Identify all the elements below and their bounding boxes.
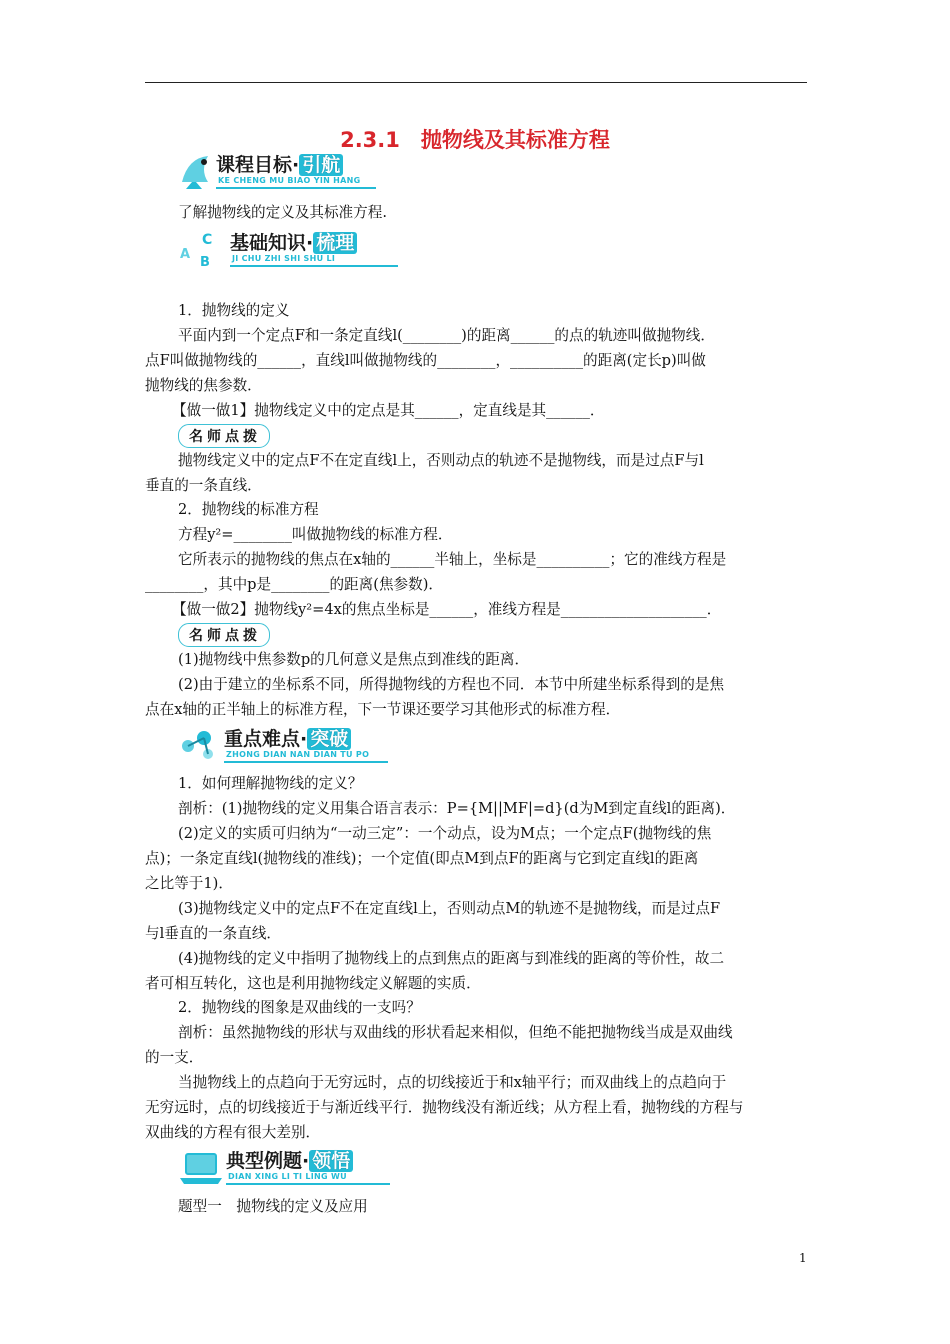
svg-text:C: C bbox=[202, 232, 213, 248]
svg-text:B: B bbox=[200, 255, 210, 268]
section2-heading: 2．抛物线的标准方程 bbox=[178, 501, 319, 518]
banner-underline bbox=[224, 761, 388, 763]
abc-blocks-icon bbox=[178, 230, 226, 268]
paragraph-line: 点)；一条定直线l(抛物线的准线)；一个定值(即点M到点F的距离与它到定直线l的距离 bbox=[145, 850, 699, 867]
example-type-heading: 题型一 抛物线的定义及应用 bbox=[178, 1198, 368, 1215]
laptop-icon bbox=[178, 1148, 226, 1186]
paragraph-line: 当抛物线上的点趋向于无穷远时，点的切线接近于和x轴平行；而双曲线上的点趋向于 bbox=[178, 1074, 727, 1091]
section1-heading: 1．抛物线的定义 bbox=[178, 302, 290, 319]
paragraph-line: ________，其中p是________的距离(焦参数)． bbox=[145, 576, 444, 593]
banner-pinyin: JI CHU ZHI SHI SHU LI bbox=[232, 254, 336, 263]
try-it-1: 【做一做1】抛物线定义中的定点是其______，定直线是其______． bbox=[172, 402, 605, 419]
paragraph-line: 无穷远时，点的切线接近于与渐近线平行．抛物线没有渐近线；从方程上看，抛物线的方程与 bbox=[145, 1099, 744, 1116]
paragraph-line: 与l垂直的一条直线． bbox=[145, 925, 282, 942]
paragraph-line: (2)定义的实质可归纳为“一动三定”：一个动点，设为M点；一个定点F(抛物线的焦 bbox=[178, 825, 712, 842]
key-question-2: 2．抛物线的图象是双曲线的一支吗？ bbox=[178, 999, 421, 1016]
paragraph-line: 抛物线定义中的定点F不在定直线l上，否则动点的轨迹不是抛物线，而是过点F与l bbox=[178, 452, 704, 469]
paragraph-line: 双曲线的方程有很大差别． bbox=[145, 1124, 321, 1141]
tip-badge: 名师点拨 bbox=[178, 424, 270, 448]
banner-pinyin: ZHONG DIAN NAN DIAN TU PO bbox=[226, 750, 370, 759]
page-number: 1 bbox=[799, 1251, 807, 1265]
paragraph-line: 之比等于1)． bbox=[145, 875, 233, 892]
paragraph-line: 的一支． bbox=[145, 1049, 204, 1066]
banner-underline bbox=[226, 1183, 390, 1185]
banner-pinyin: KE CHENG MU BIAO YIN HANG bbox=[218, 176, 361, 185]
paragraph-line: 者可相互转化，这也是利用抛物线定义解题的实质． bbox=[145, 975, 481, 992]
try-it-2: 【做一做2】抛物线y²=4x的焦点坐标是______，准线方程是____________________． bbox=[172, 601, 722, 618]
paragraph-line: (1)抛物线中焦参数p的几何意义是焦点到准线的距离． bbox=[178, 651, 530, 668]
header-rule bbox=[145, 82, 807, 83]
goal-text: 了解抛物线的定义及其标准方程. bbox=[178, 204, 387, 221]
banner-heading: 典型例题· 领悟 bbox=[226, 1146, 353, 1173]
paragraph-line: 它所表示的抛物线的焦点在x轴的______半轴上，坐标是__________；它的准线方程是 bbox=[178, 551, 727, 568]
svg-text:A: A bbox=[180, 247, 191, 262]
paragraph-line: 点在x轴的正半轴上的标准方程，下一节课还要学习其他形式的标准方程． bbox=[145, 701, 621, 718]
paragraph-line: 方程y²=________叫做抛物线的标准方程． bbox=[178, 526, 453, 543]
paragraph-line: 剖析：虽然抛物线的形状与双曲线的形状看起来相似，但绝不能把抛物线当成是双曲线 bbox=[178, 1024, 733, 1041]
paragraph-line: (3)抛物线定义中的定点F不在定直线l上，否则动点M的轨迹不是抛物线，而是过点F bbox=[178, 900, 721, 917]
paragraph-line: (2)由于建立的坐标系不同，所得抛物线的方程也不同．本节中所建坐标系得到的是焦 bbox=[178, 676, 725, 693]
paragraph-line: (4)抛物线的定义中指明了抛物线上的点到焦点的距离与到准线的距离的等价性，故二 bbox=[178, 950, 725, 967]
paragraph-line: 平面内到一个定点F和一条定直线l(________)的距离______的点的轨迹叫做抛物线． bbox=[178, 327, 715, 344]
paragraph-line: 点F叫做抛物线的______，直线l叫做抛物线的________，__________的距离(定长p)叫做 bbox=[145, 352, 706, 369]
banner-pinyin: DIAN XING LI TI LING WU bbox=[228, 1172, 347, 1181]
tip-badge: 名师点拨 bbox=[178, 623, 270, 647]
page-title: 2.3.1 抛物线及其标准方程 bbox=[340, 128, 610, 152]
paragraph-line: 垂直的一条直线． bbox=[145, 477, 262, 494]
paragraph-line: 抛物线的焦参数． bbox=[145, 377, 262, 394]
banner-heading: 课程目标· 引航 bbox=[216, 150, 343, 177]
key-question-1: 1．如何理解抛物线的定义？ bbox=[178, 775, 363, 792]
banner-underline bbox=[216, 187, 376, 189]
banner-heading: 基础知识· 梳理 bbox=[230, 228, 357, 255]
paragraph-line: 剖析：(1)抛物线的定义用集合语言表示：P={M||MF|=d}(d为M到定直线l的距离)． bbox=[178, 800, 736, 817]
molecule-icon bbox=[178, 726, 226, 764]
banner-underline bbox=[230, 265, 398, 267]
banner-heading: 重点难点· 突破 bbox=[224, 724, 351, 751]
